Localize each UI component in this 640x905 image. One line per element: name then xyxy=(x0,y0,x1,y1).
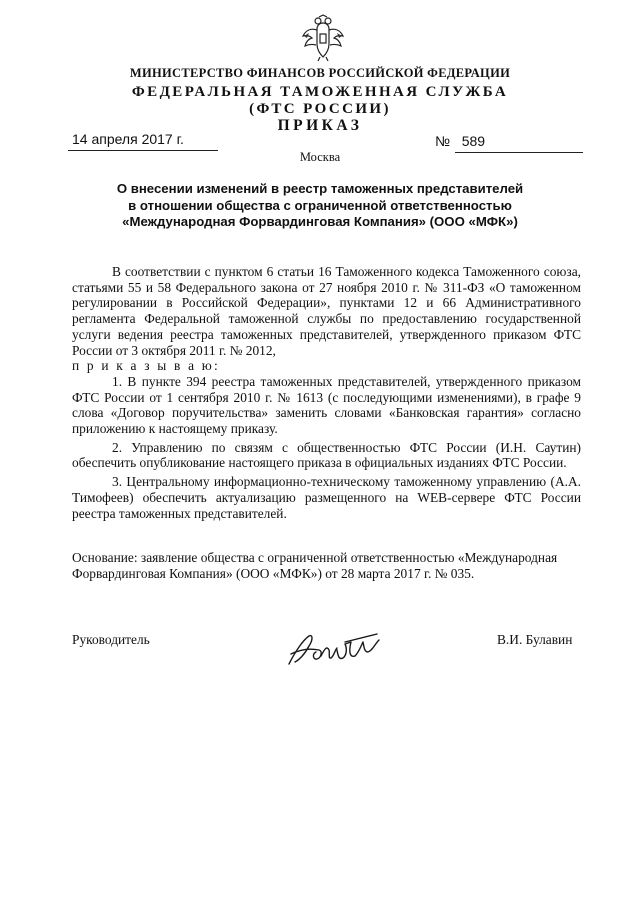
handwritten-signature xyxy=(285,628,385,670)
ministry-name: МИНИСТЕРСТВО ФИНАНСОВ РОССИЙСКОЙ ФЕДЕРАЦИИ xyxy=(129,66,511,80)
order-body xyxy=(72,264,581,521)
service-line-1: ФЕДЕРАЛЬНАЯ ТАМОЖЕННАЯ СЛУЖБА xyxy=(131,84,509,100)
number-label: № xyxy=(435,133,451,149)
service-name xyxy=(0,84,640,118)
order-number xyxy=(435,133,485,149)
number-value: 589 xyxy=(461,133,486,149)
preamble-paragraph: В соответствии с пунктом 6 статьи 16 Таможенного кодекса Таможенного союза, статьями 55 и 58 Федерального закона от 27 ноября 2010 г. № 311-ФЗ «О таможенном регулировании в Российской Федерации», пунктами 12 и 66 Административного регламента Федеральной таможенной службы по предоставлению государственной услуги ведения реестра таможенных представителей, утвержденного приказом ФТС России от 3 октября 2011 г. № 2012, xyxy=(72,264,581,358)
order-date: 14 апреля 2017 г. xyxy=(72,131,184,147)
item-1-paragraph: 1. В пункте 394 реестра таможенных представителей, утвержденного приказом ФТС России от 1 сентября 2010 г. № 1613 (с последующими изменениями), в графе 9 слова «Договор поручительства» заменить словами «Банковская гарантия» согласно приложению к настоящему приказу. xyxy=(72,373,581,437)
title-line-2: в отношении общества с ограниченной ответственностью xyxy=(128,197,512,213)
title-line-1: О внесении изменений в реестр таможенных представителей xyxy=(116,181,524,196)
order-title xyxy=(0,181,640,231)
service-line-2: (ФТС РОССИИ) xyxy=(249,101,391,117)
document-type: ПРИКАЗ xyxy=(277,117,363,134)
item-3-paragraph: 3. Центральному информационно-техническому таможенному управлению (А.А. Тимофеев) обеспечить актуализацию размещенного на WEB-сервере ФТС России реестра таможенных представителей. xyxy=(72,474,581,521)
title-line-3: «Международная Форвардинговая Компания» (ООО «МФК») xyxy=(122,214,518,229)
signatory-name: В.И. Булавин xyxy=(497,632,573,647)
coat-of-arms-icon xyxy=(300,14,346,62)
city: Москва xyxy=(299,150,341,164)
item-2-paragraph: 2. Управлению по связям с общественностью ФТС России (И.Н. Саутин) обеспечить опубликование настоящего приказа в официальных изданиях ФТС России. xyxy=(72,439,581,471)
order-word: п р и к а з ы в а ю: xyxy=(72,358,220,374)
signatory-position: Руководитель xyxy=(72,632,150,647)
basis-paragraph: Основание: заявление общества с ограниченной ответственностью «Международная Форвардинговая Компания» (ООО «МФК») от 28 марта 2017 г. № 035. xyxy=(72,550,558,581)
